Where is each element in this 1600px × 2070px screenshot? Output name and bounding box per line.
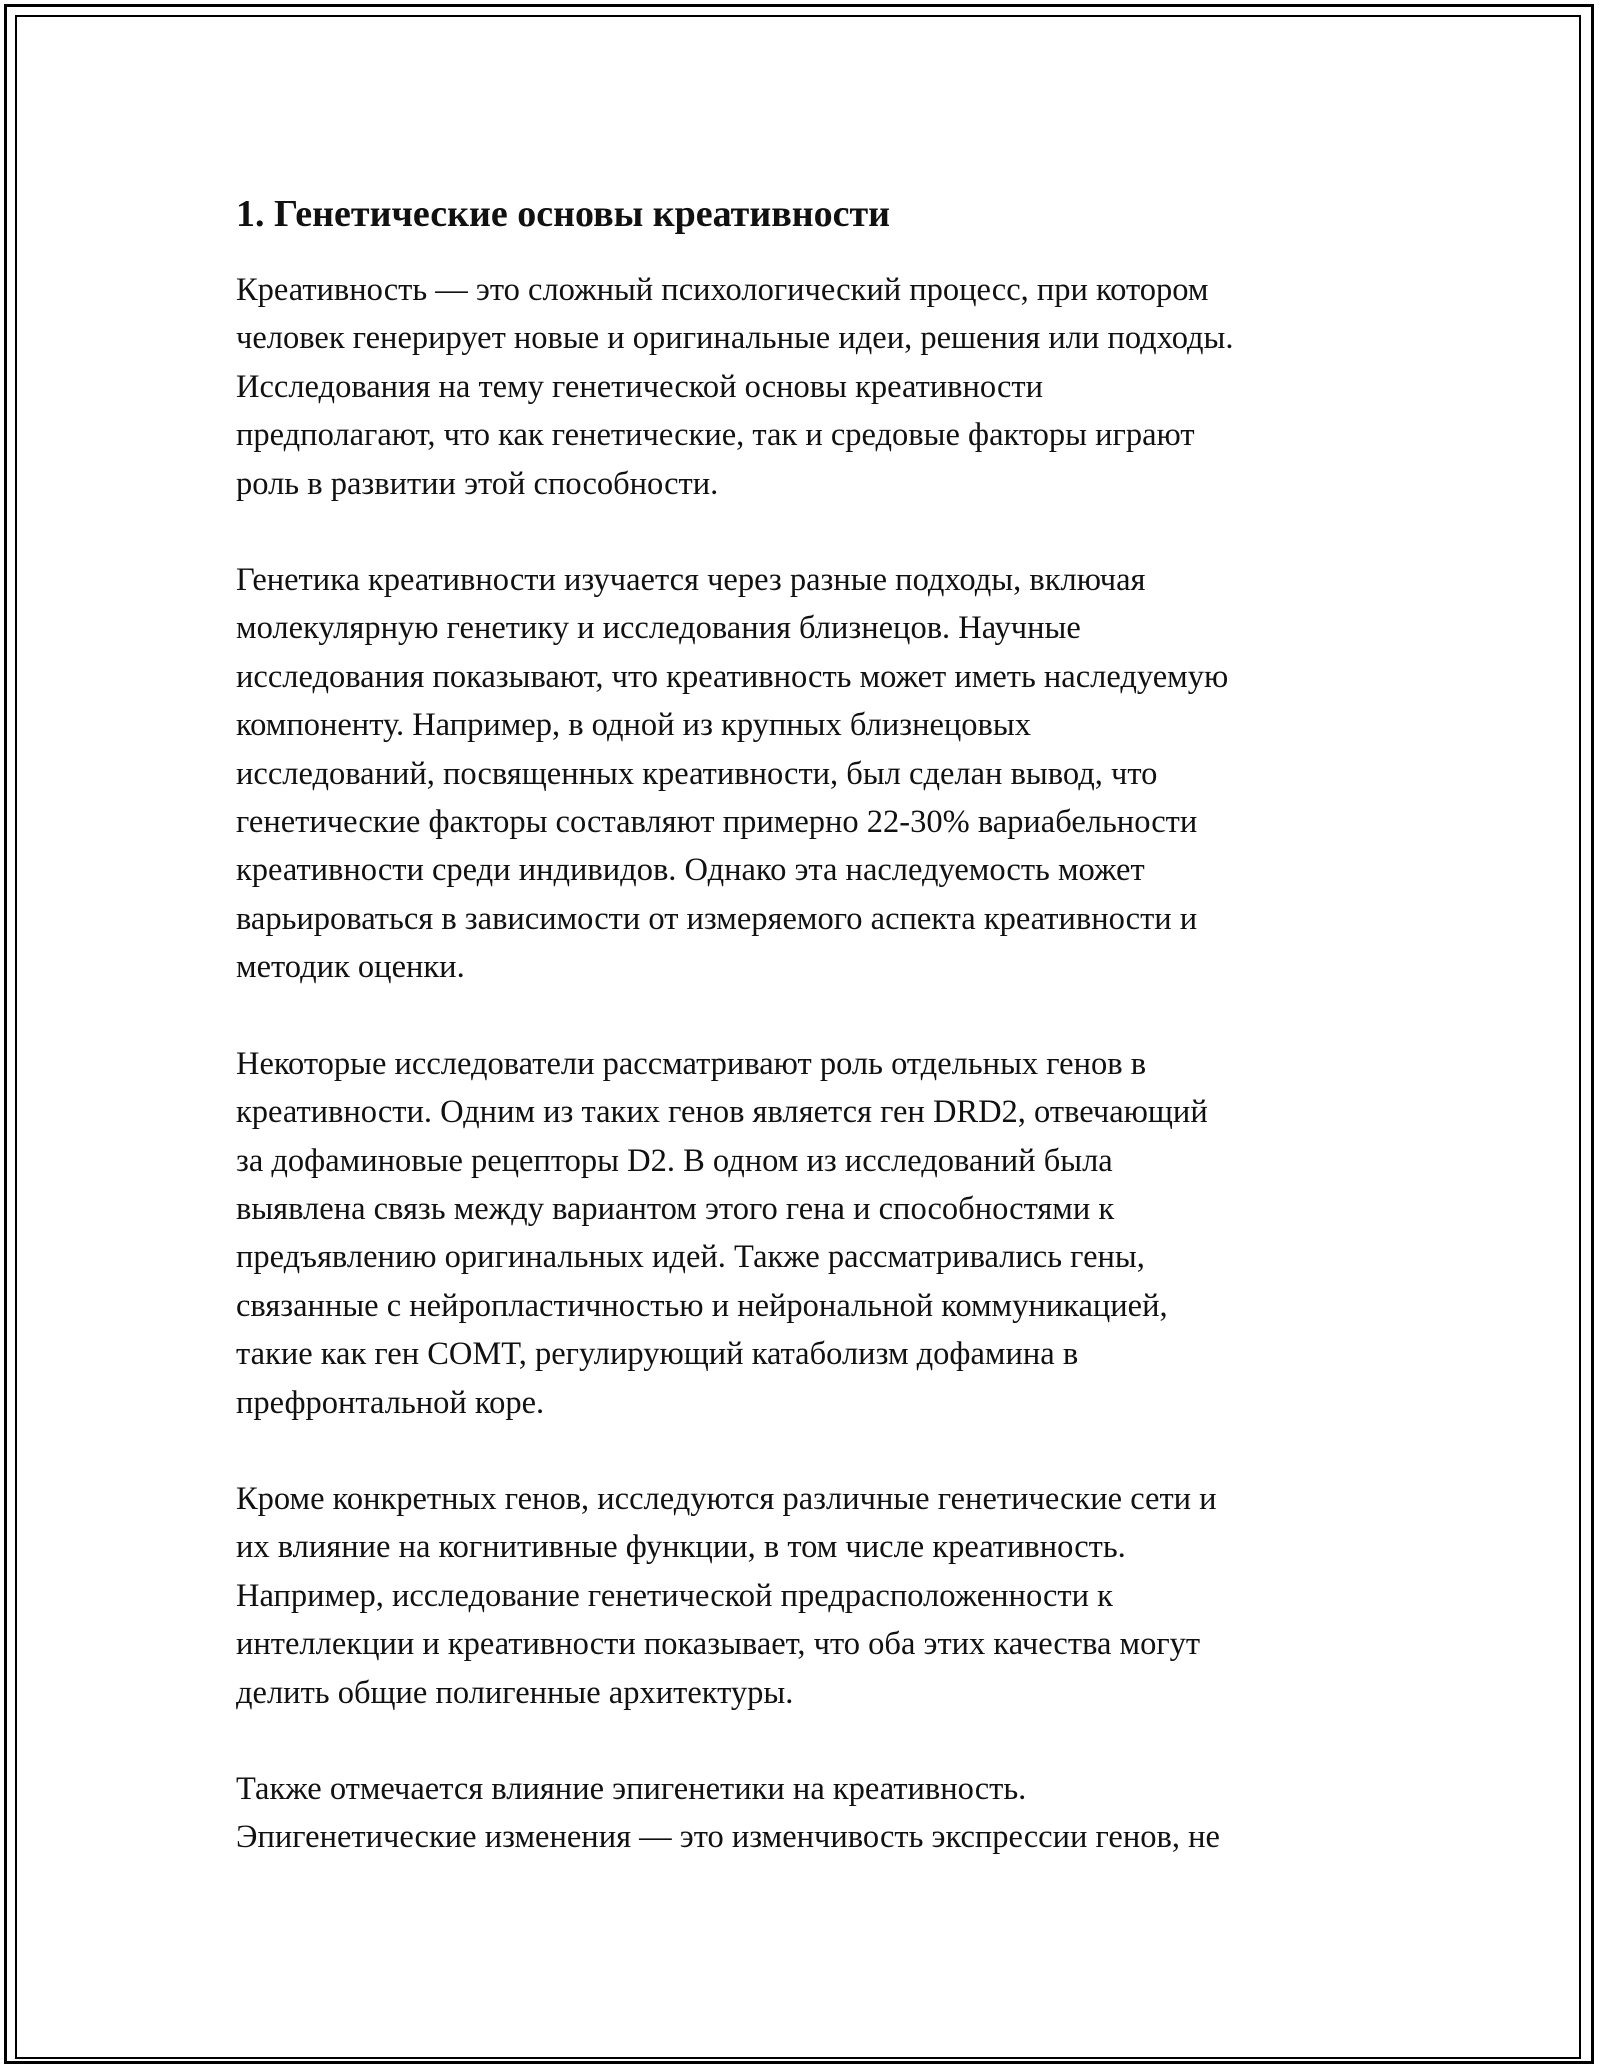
text-line: генетические факторы составляют примерно 22-30% вариабельности — [236, 804, 1198, 841]
text-line: молекулярную генетику и исследования близнецов. Научные — [236, 610, 1081, 647]
section-heading: 1. Генетические основы креативности — [236, 193, 891, 235]
text-line: связанные с нейропластичностью и нейрональной коммуникацией, — [236, 1287, 1168, 1324]
text-line: такие как ген COMT, регулирующий катаболизм дофамина в — [236, 1336, 1079, 1373]
text-line: за дофаминовые рецепторы D2. В одном из исследований была — [236, 1142, 1113, 1179]
text-line: делить общие полигенные архитектуры. — [236, 1674, 794, 1711]
text-line: исследования показывают, что креативность может иметь наследуемую — [236, 658, 1229, 695]
text-line: варьироваться в зависимости от измеряемого аспекта креативности и — [236, 900, 1198, 937]
text-line: человек генерирует новые и оригинальные идеи, решения или подходы. — [236, 320, 1234, 357]
text-line: Кроме конкретных генов, исследуются различные генетические сети и — [236, 1480, 1217, 1517]
text-line: предполагают, что как генетические, так и средовые факторы играют — [236, 417, 1195, 454]
text-line: креативности. Одним из таких генов является ген DRD2, отвечающий — [236, 1094, 1208, 1131]
paragraph-5 — [236, 1765, 1386, 1862]
text-line: Креативность — это сложный психологический процесс, при котором — [236, 272, 1209, 308]
paragraph-2 — [236, 556, 1386, 992]
text-line: Некоторые исследователи рассматривают роль отдельных генов в — [236, 1045, 1147, 1082]
text-line: роль в развитии этой способности. — [236, 465, 719, 502]
text-line: интеллекции и креативности показывает, что оба этих качества могут — [236, 1626, 1201, 1663]
document-body — [236, 190, 1386, 1862]
text-line: префронтальной коре. — [236, 1384, 545, 1421]
text-line: исследований, посвященных креативности, был сделан вывод, что — [236, 755, 1158, 792]
text-line: выявлена связь между вариантом этого гена и способностями к — [236, 1190, 1115, 1227]
text-line: Также отмечается влияние эпигенетики на креативность. — [236, 1770, 1027, 1807]
text-line: креативности среди индивидов. Однако эта наследуемость может — [236, 852, 1145, 889]
text-line: их влияние на когнитивные функции, в том числе креативность. — [236, 1529, 1126, 1566]
text-line: Например, исследование генетической предрасположенности к — [236, 1577, 1113, 1614]
text-line: Эпигенетические изменения — это изменчивость экспрессии генов, не — [236, 1819, 1220, 1856]
text-line: Генетика креативности изучается через разные подходы, включая — [236, 562, 1146, 599]
text-line: Исследования на тему генетической основы креативности — [236, 368, 1043, 405]
text-line: компоненту. Например, в одной из крупных близнецовых — [236, 707, 1031, 744]
text-line: предъявлению оригинальных идей. Также рассматривались гены, — [236, 1239, 1145, 1276]
text-line: методик оценки. — [236, 949, 465, 986]
paragraph-4 — [236, 1475, 1386, 1717]
paragraph-1 — [236, 266, 1386, 508]
paragraph-3 — [236, 1040, 1386, 1427]
